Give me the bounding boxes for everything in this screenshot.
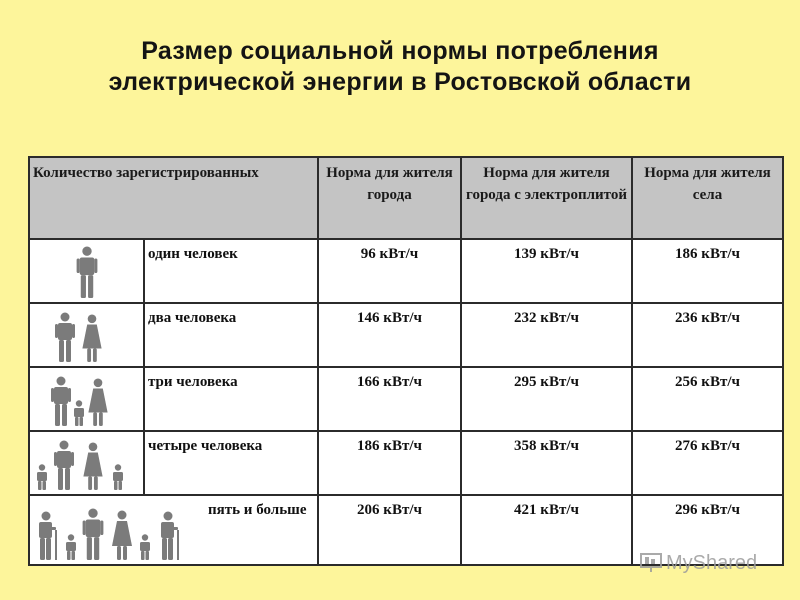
village-norm-value: 186 кВт/ч [632,239,783,303]
row-label: два человека [144,303,318,367]
row-icon-cell [29,239,144,303]
presentation-icon [640,553,662,573]
row-icon-cell [29,431,144,495]
city-norm-value: 186 кВт/ч [318,431,461,495]
header-village-norm: Норма для жителя села [632,157,783,239]
title-line-2: электрической энергии в Ростовской области [108,68,692,96]
table-row [29,303,783,367]
row-label: один человек [144,239,318,303]
table-row [29,431,783,495]
one-person-icon [42,242,132,300]
table-header-row [29,157,783,239]
norms-table [28,156,784,566]
three-people-icon [42,370,132,428]
row-label: пять и больше [208,502,307,518]
title-line-1: Размер социальной нормы потребления [141,37,659,65]
city-norm-value: 166 кВт/ч [318,367,461,431]
header-registered-count: Количество зарегистрированных [29,157,318,239]
city-norm-value: 96 кВт/ч [318,239,461,303]
watermark-text: MyShared [666,551,758,574]
city-stove-norm-value: 358 кВт/ч [461,431,632,495]
city-norm-value: 146 кВт/ч [318,303,461,367]
city-stove-norm-value: 232 кВт/ч [461,303,632,367]
row-icon-cell [29,367,144,431]
five-people-icon [34,500,204,562]
city-stove-norm-value: 295 кВт/ч [461,367,632,431]
village-norm-value: 276 кВт/ч [632,431,783,495]
header-city-norm: Норма для жителя города [318,157,461,239]
row-icon-cell [29,495,318,565]
four-people-icon [31,434,143,492]
village-norm-value: 256 кВт/ч [632,367,783,431]
village-norm-value: 236 кВт/ч [632,303,783,367]
table-row [29,239,783,303]
city-stove-norm-value: 139 кВт/ч [461,239,632,303]
header-city-stove-norm: Норма для жителя города с электроплитой [461,157,632,239]
table-row [29,367,783,431]
two-people-icon [42,306,132,364]
page-title [0,36,800,98]
city-stove-norm-value: 421 кВт/ч [461,495,632,565]
row-icon-cell [29,303,144,367]
row-label: три человека [144,367,318,431]
village-norm-value: 296 кВт/ч [632,495,783,565]
city-norm-value: 206 кВт/ч [318,495,461,565]
row-label: четыре человека [144,431,318,495]
watermark [640,548,780,578]
